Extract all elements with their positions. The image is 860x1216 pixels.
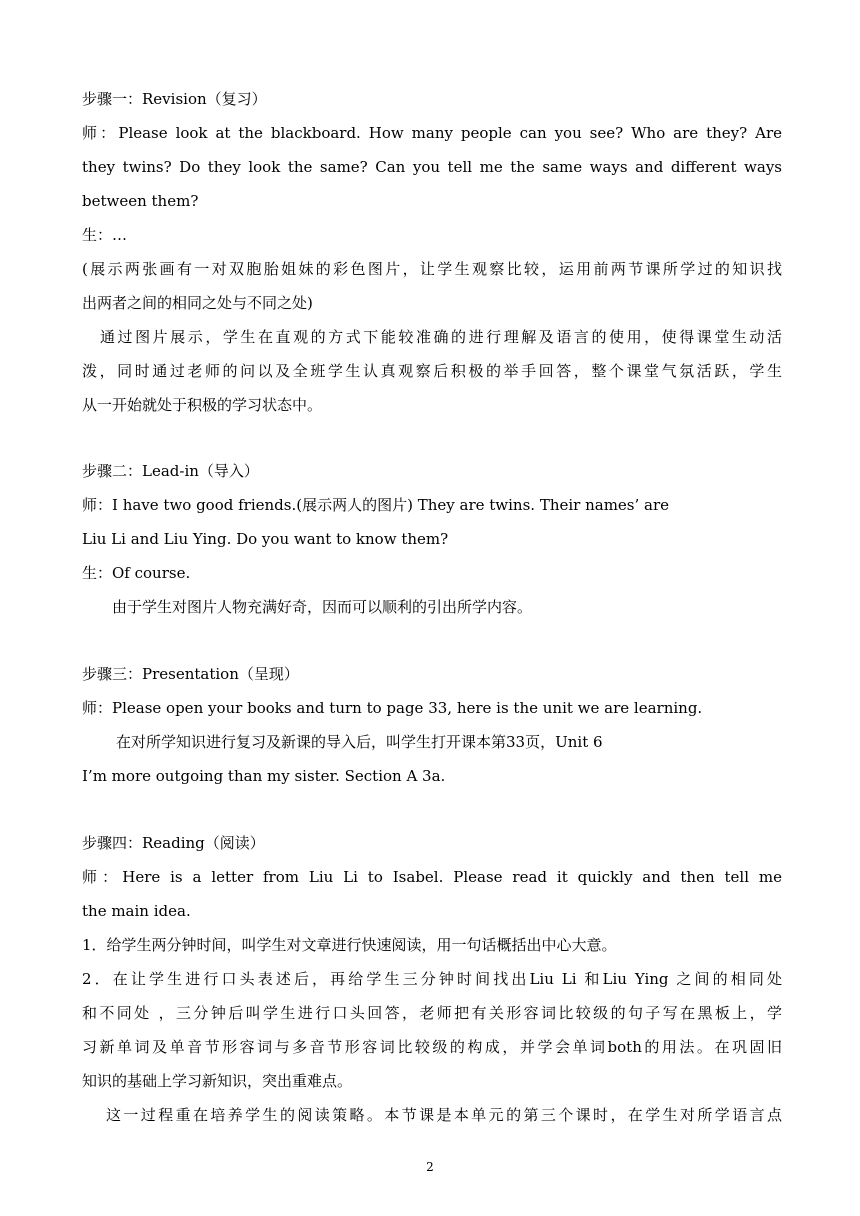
- step1-commentary-line-3: 从一开始就处于积极的学习状态中。: [82, 396, 323, 414]
- step3-note-line-2: I’m more outgoing than my sister. Section A 3a.: [82, 767, 446, 785]
- step4-item-2-line-3: 习新单词及单音节形容词与多音节形容词比较级的构成，并学会单词both的用法。在巩固旧: [82, 1038, 782, 1056]
- step4-commentary: 这一过程重在培养学生的阅读策略。本节课是本单元的第三个课时，在学生对所学语言点: [106, 1106, 782, 1124]
- step1-note-line-1: (展示两张画有一对双胞胎姐妹的彩色图片，让学生观察比较，运用前两节课所学过的知识找: [82, 260, 782, 278]
- step1-heading: 步骤一：Revision（复习）: [82, 90, 267, 108]
- step2-teacher-line-2: Liu Li and Liu Ying. Do you want to know them?: [82, 530, 449, 548]
- step1-teacher-line-1: 师：Please look at the blackboard. How many people can you see? Who are they? Are: [82, 124, 782, 142]
- step1-commentary-line-2: 泼，同时通过老师的问以及全班学生认真观察后积极的举手回答，整个课堂气氛活跃，学生: [82, 362, 782, 380]
- step2-heading: 步骤二：Lead-in（导入）: [82, 462, 259, 480]
- step4-item-2-line-1: 2．在让学生进行口头表述后，再给学生三分钟时间找出Liu Li 和Liu Ying 之间的相同处: [82, 970, 782, 988]
- page-number: 2: [426, 1160, 434, 1174]
- step4-heading: 步骤四：Reading（阅读）: [82, 834, 265, 852]
- step3-heading: 步骤三：Presentation（呈现）: [82, 665, 299, 683]
- step4-teacher-line-2: the main idea.: [82, 902, 191, 920]
- step4-item-2-line-2: 和不同处 ，三分钟后叫学生进行口头回答，老师把有关形容词比较级的句子写在黑板上，学: [82, 1004, 782, 1022]
- step3-teacher-line: 师：Please open your books and turn to page 33, here is the unit we are learning.: [82, 699, 703, 717]
- step3-note-line-1: 在对所学知识进行复习及新课的导入后，叫学生打开课本第33页，Unit 6: [116, 733, 603, 751]
- step4-item-1: 1．给学生两分钟时间，叫学生对文章进行快速阅读，用一句话概括出中心大意。: [82, 936, 617, 954]
- step2-student-line: 生：Of course.: [82, 564, 191, 582]
- step2-commentary: 由于学生对图片人物充满好奇，因而可以顺利的引出所学内容。: [112, 598, 533, 616]
- step1-commentary-line-1: 通过图片展示，学生在直观的方式下能较准确的进行理解及语言的使用，使得课堂生动活: [100, 328, 782, 346]
- step1-teacher-line-3: between them?: [82, 192, 199, 210]
- step1-teacher-line-2: they twins? Do they look the same? Can you tell me the same ways and different ways: [82, 158, 782, 176]
- step4-teacher-line-1: 师：Here is a letter from Liu Li to Isabel. Please read it quickly and then tell me: [82, 868, 782, 886]
- step1-note-line-2: 出两者之间的相同之处与不同之处): [82, 294, 313, 312]
- step1-student-line: 生：…: [82, 226, 128, 244]
- step2-teacher-line-1: 师：I have two good friends.(展示两人的图片) They are twins. Their names’ are: [82, 496, 670, 514]
- step4-item-2-line-4: 知识的基础上学习新知识，突出重难点。: [82, 1072, 353, 1090]
